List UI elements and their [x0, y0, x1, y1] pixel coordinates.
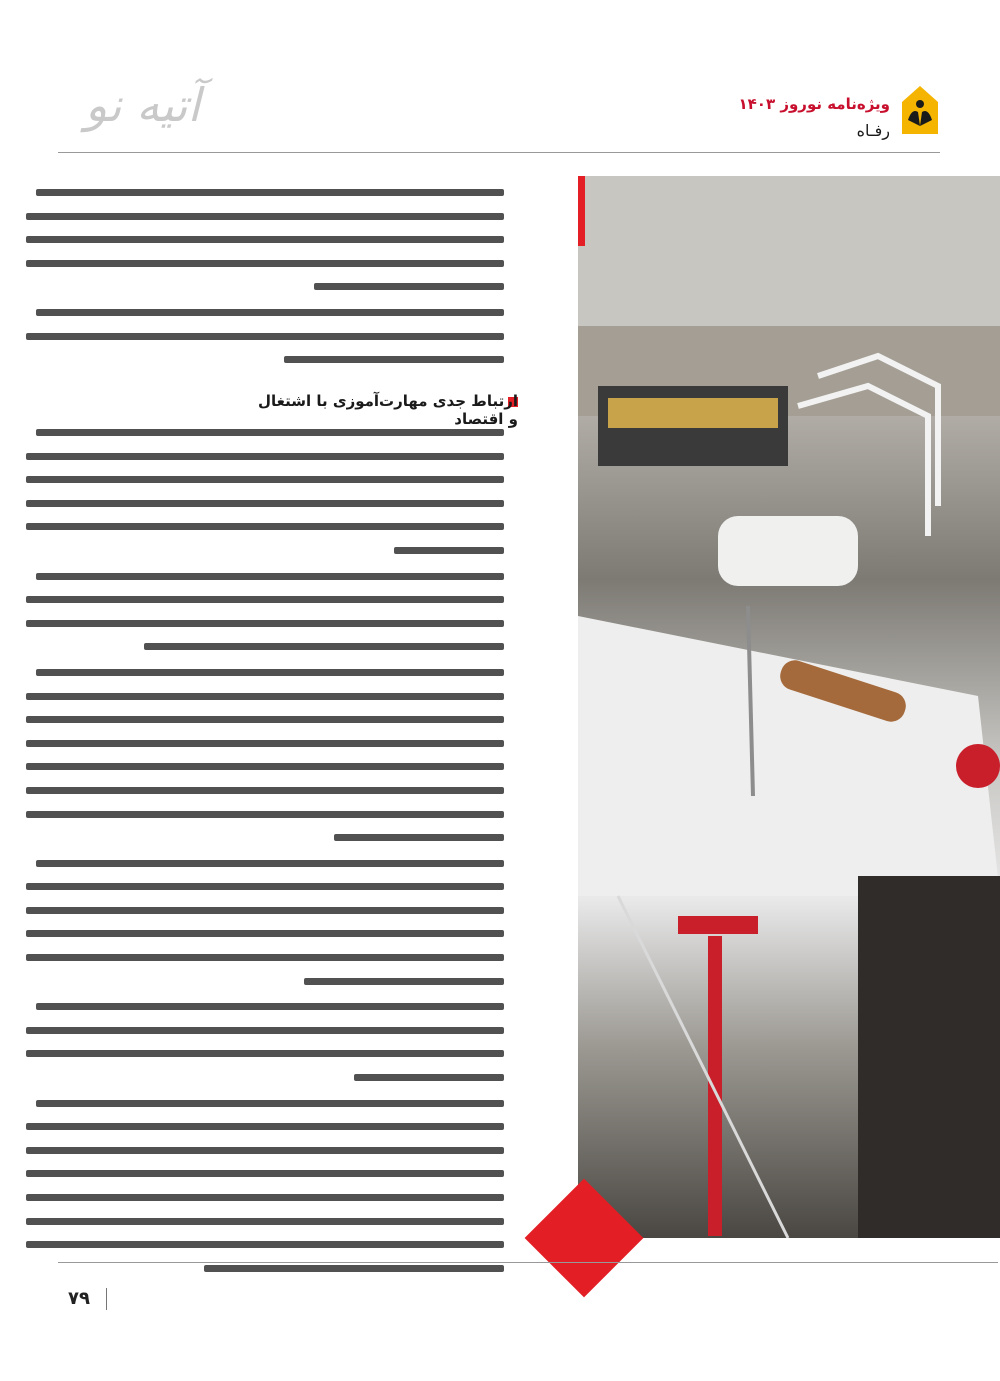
- article-photo: [578, 176, 1000, 1238]
- paragraph: [40, 180, 518, 298]
- paragraph: [40, 851, 518, 993]
- header-rule: [58, 152, 940, 153]
- article-intro: [40, 180, 518, 373]
- paragraph: [40, 994, 518, 1088]
- magazine-masthead: آتیه نو: [85, 78, 201, 132]
- paragraph: [40, 564, 518, 658]
- page-number: ۷۹: [68, 1288, 90, 1309]
- paragraph: [40, 660, 518, 849]
- hands-house-icon: [898, 80, 942, 146]
- paragraph: [40, 1091, 518, 1280]
- footer-rule: [58, 1262, 998, 1263]
- issue-label: ویژه‌نامه نوروز ۱۴۰۳: [738, 95, 890, 113]
- paragraph: [40, 420, 518, 562]
- section-heading: ارتباط جدی مهارت‌آموزی با اشتغال و اقتصاد: [258, 392, 518, 428]
- photo-accent-bar: [578, 176, 585, 246]
- paragraph: [40, 300, 518, 371]
- section-label: رفـاه: [856, 121, 890, 140]
- article-body: [40, 420, 518, 1281]
- page-number-divider: [106, 1288, 107, 1310]
